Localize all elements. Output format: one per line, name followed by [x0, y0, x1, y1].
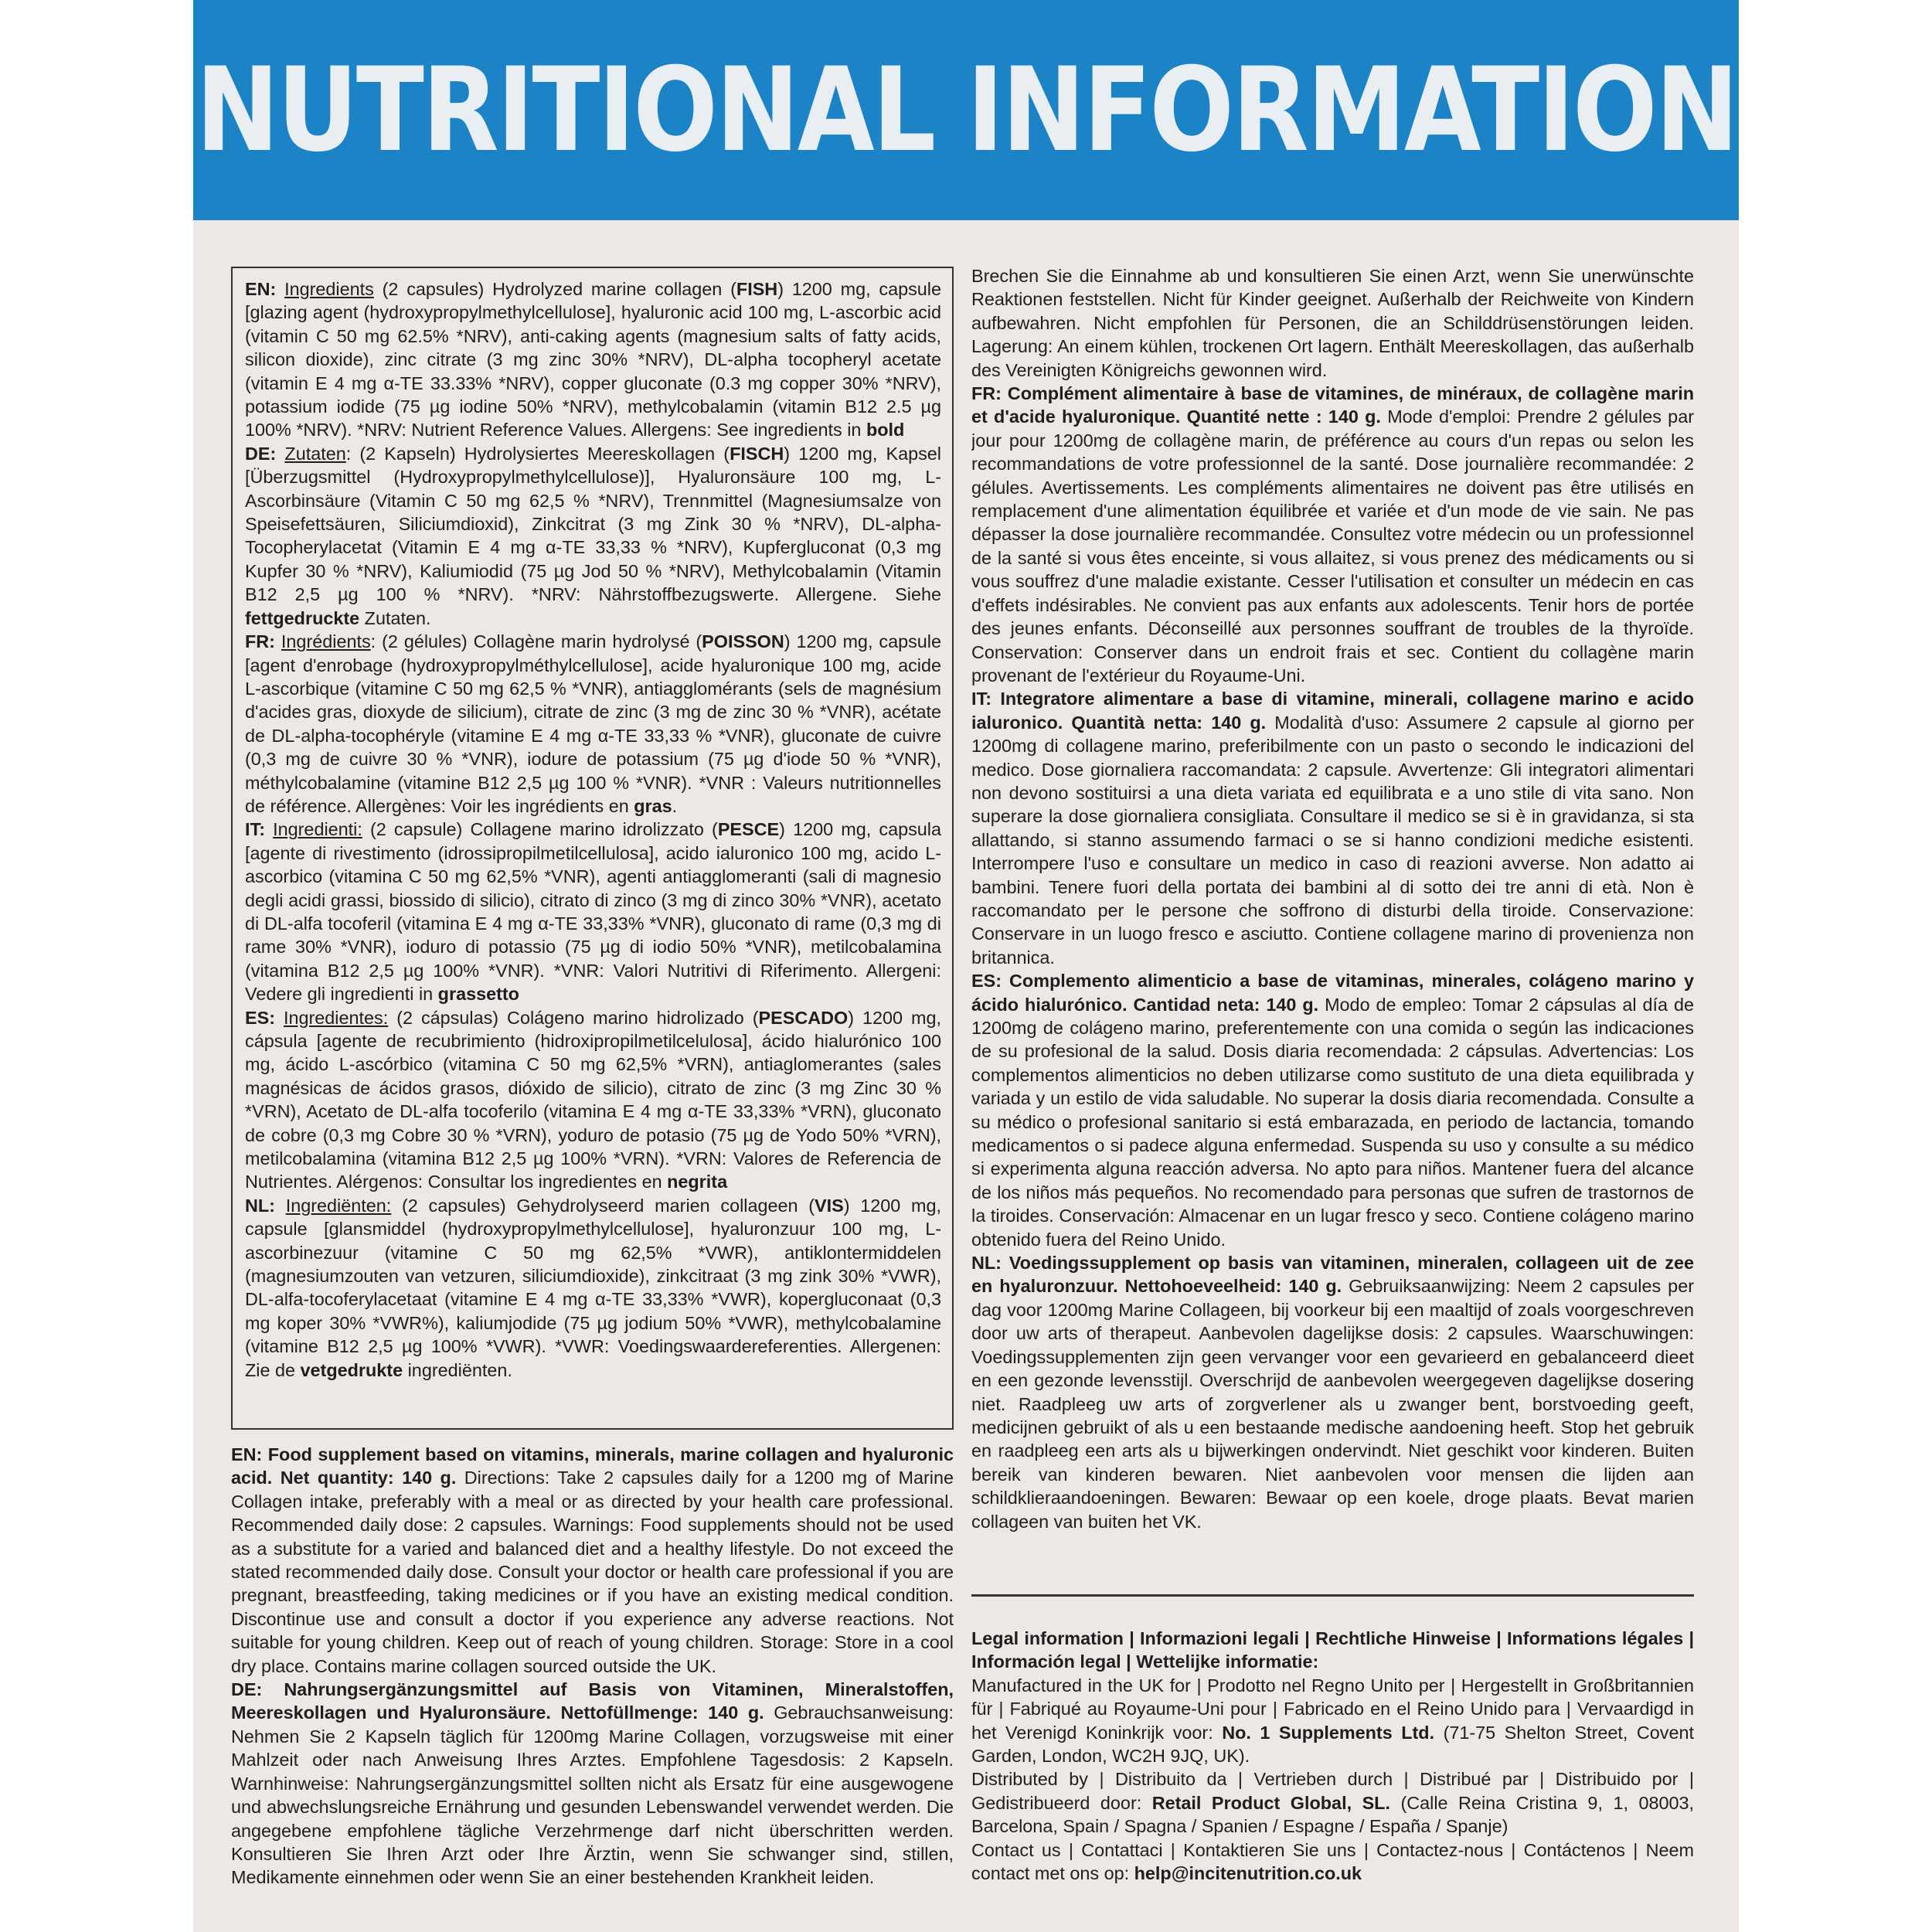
lang-code: FR: [245, 631, 275, 652]
supplement-it [971, 687, 1694, 969]
supplement-en [231, 1443, 954, 1678]
ingredients-text: : (2 gélules) Collagène marin hydrolysé ( [370, 631, 702, 652]
bold-word: grassetto [437, 984, 519, 1005]
ingredients-de [245, 442, 941, 630]
supplement-text: Modalità d'uso: Assumere 2 capsule al giorno per 1200mg di collagene marino, preferibilmente con un pasto o secondo le indicazioni del medico. Dose giornaliera raccomandata: 2 capsule. Avvertenze: Gli integratori alimentari non devono sostituirsi a una dieta variata ed equilibrata e a uno stile di vita sano. Non superare la dose giornaliera consigliata. Consultare il medico se si è in gravidanza, si sta allattando, si stanno assumendo farmaci o se si hanno condizioni mediche esistenti. Interrompere l'uso e consultare un medico in caso di reazioni avverse. Non adatto ai bambini. Tenere fuori della portata dei bambini al di sotto dei tre anni di età. Non è raccomandato per le persone che soffrono di disturbi della tiroide. Conservazione: Conservare in un luogo fresco e asciutto. Contiene collagene marino di provenienza non britannica. [971, 712, 1694, 968]
ingredients-en [245, 277, 941, 442]
supplement-es [971, 969, 1694, 1251]
contact-label: Contact us | Contattaci | Kontaktieren Sie uns | Contactez-nous | Contáctenos | Neem contact met ons op: [971, 1839, 1694, 1884]
supplement-de-continued: Brechen Sie die Einnahme ab und konsultieren Sie einen Arzt, wenn Sie unerwünschte Reaktionen feststellen. Nicht für Kinder geeignet. Außerhalb der Reichweite von Kindern aufbewahren. Nicht empfohlen für Personen, die an Schilddrüsenstörungen leiden. Lagerung: An einem kühlen, trockenen Ort lagern. Enthält Meereskollagen, das außerhalb des Vereinigten Königreichs gewonnen wird. [971, 266, 1694, 380]
legal-information [971, 1627, 1694, 1932]
lang-code: IT: [245, 819, 265, 840]
distributed-label: Distributed by | Distribuito da | Vertrieben durch | Distribué par | Distribuido por | Gedistribueerd door: [971, 1769, 1694, 1813]
ingredients-text: (2 capsules) Hydrolyzed marine collagen ( [373, 279, 736, 299]
ingredients-text: (2 capsule) Collagene marino idrolizzato ( [362, 819, 718, 840]
lang-code: NL: [245, 1195, 275, 1216]
bold-word: fettgedruckte [245, 607, 360, 628]
ingredients-text: : (2 Kapseln) Hydrolysiertes Meereskollagen ( [345, 443, 730, 464]
ingredients-it [245, 818, 941, 1005]
lang-code: EN: [245, 279, 277, 299]
bold-word: negrita [667, 1172, 728, 1192]
ingredients-text: ) 1200 mg, capsule [agent d'enrobage (hydroxypropylméthylcellulose], acide hyaluronique 100 mg, acide L-ascorbique (vitamine C 50 mg 62,5 % *VNR), antiagglomérants (sels de magnésium d'acides gras, dioxyde de silicium), citrate de zinc (3 mg de zinc 30 % *VNR), acétate de DL-alpha-tocophéryle (vitamine E 4 mg α-TE 33,33 % *VNR), gluconate de cuivre (0,3 mg de cuivre 30 % *VNR), iodure de potassium (75 µg d'iode 50 % *VNR), méthylcobalamine (vitamine B12 2,5 µg 100 % *VNR). *VNR : Valeurs nutritionnelles de référence. Allergènes: Voir les ingrédients en [245, 631, 941, 816]
supplement-info-left [231, 1443, 954, 1932]
ingredients-text: ) 1200 mg, Kapsel [Überzugsmittel (Hydroxypropylmethylcellulose)], Hyaluronsäure 100 mg, L-Ascorbinsäure (Vitamin C 50 mg 62,5 % *NRV), Trennmittel (Magnesiumsalze von Speisefettsäuren, Siliciumdioxid), Zinkcitrat (3 mg Zink 30 % *NRV), DL-alpha-Tocopherylacetat (Vitamin E 4 mg α-TE 33,33 % *NRV), Kupfergluconat (0,3 mg Kupfer 30 % *NRV), Kaliumiodid (75 µg Jod 50 % *NRV), Methylcobalamin (Vitamin B12 2,5 µg 100 % *NRV). *NRV: Nährstoffbezugswerte. Allergene. Siehe [245, 443, 941, 605]
ingredients-text: ingrediënten. [403, 1359, 512, 1380]
ingredients-text: ) 1200 mg, cápsula [agente de recubrimiento (hidroxipropilmetilcelulosa], ácido hialurónico 100 mg, ácido L-ascórbico (vitamina C 50 mg 62,5% *VRN), antiaglomerantes (sales magnésicas de ácidos grasos, dióxido de silicio), citrato de zinc (3 mg Zinc 30 % *VRN), Acetato de DL-alfa tocoferilo (vitamina E 4 mg α-TE 33,33% *VRN), gluconato de cobre (0,3 mg Cobre 30 % *VRN), yoduro de potasio (75 µg de Yodo 50% *VRN), metilcobalamina (vitamina B12 2,5 µg 100% *VRN). *VRN: Valores de Referencia de Nutrientes. Alérgenos: Consultar los ingredientes en [245, 1007, 941, 1192]
legal-heading-text: Legal information | Informazioni legali | Rechtliche Hinweise | Informations légales | Información legal | Wettelijke informatie: [971, 1628, 1694, 1672]
legal-distributor [971, 1767, 1694, 1838]
ingredients-text: . [672, 795, 678, 816]
allergen: FISCH [730, 443, 784, 464]
bold-word: vetgedrukte [300, 1359, 403, 1380]
manufacturer-address: (71-75 Shelton Street, Covent Garden, London, WC2H 9JQ, UK). [971, 1722, 1694, 1767]
ingredients-nl [245, 1194, 941, 1382]
divider [971, 1594, 1694, 1597]
manufactured-label: Manufactured in the UK for | Prodotto nel Regno Unito per | Hergestellt in Großbritannien für | Fabriqué au Royaume-Uni pour | Fabricado en el Reino Unido para | Vervaardigd in het Verenigd Koninkrijk voor: [971, 1675, 1694, 1743]
label-sheet [193, 0, 1739, 1932]
supplement-de [231, 1678, 954, 1889]
ingredients-text: (2 capsules) Gehydrolyseerd marien collageen ( [391, 1195, 815, 1216]
ingredients-heading: Ingrediënten: [285, 1195, 392, 1216]
ingredients-text: ) 1200 mg, capsule [glansmiddel (hydroxypropylmethylcellulose], hyaluronzuur 100 mg, L-ascorbinezuur (vitamine C 50 mg 62,5% *VWR), antiklontermiddelen (magnesiumzouten van vetzuren, siliciumdioxide), zinkcitraat (3 mg zink 30% *VWR), DL-alfa-tocoferylacetaat (vitamine E 4 mg α-TE 33,33% *VWR), kopergluconaat (0,3 mg koper 30% *VWR%), kaliumjodide (75 µg jodium 50% *VWR), methylcobalamine (vitamine B12 2,5 µg 100% *VWR). *VWR: Voedingswaardereferenties. Allergenen: Zie de [245, 1195, 941, 1380]
ingredients-text: Zutaten. [359, 607, 431, 628]
supplement-nl [971, 1251, 1694, 1533]
allergen: POISSON [702, 631, 784, 652]
contact-email[interactable]: help@incitenutrition.co.uk [1134, 1863, 1362, 1884]
allergen: PESCE [717, 819, 780, 840]
supplement-info-right [971, 264, 1694, 1578]
lang-code: ES: [245, 1007, 275, 1028]
supplement-heading: FR: Complément alimentaire à base de vitamines, de minéraux, de collagène marin et d'acide hyaluronique. Quantité nette : 140 g. [971, 383, 1694, 427]
supplement-text: Gebrauchsanweisung: Nehmen Sie 2 Kapseln täglich für 1200mg Marine Collagen, vorzugsweise mit einer Mahlzeit oder nach Anweisung Ihres Arztes. Empfohlene Tagesdosis: 2 Kapseln. Warnhinweise: Nahrungsergänzungsmittel sollten nicht als Ersatz für eine ausgewogene und abwechslungsreiche Ernährung und gesunden Lebenswandel verwendet werden. Die angegebene empfohlene tägliche Verzehrmenge darf nicht überschritten werden. Konsultieren Sie Ihren Arzt oder Ihre Ärztin, wenn Sie schwanger sind, stillen, Medikamente einnehmen oder wenn Sie an einer bestehenden Krankheit leiden. [231, 1702, 954, 1888]
ingredients-text: ) 1200 mg, capsule [glazing agent (hydroxypropylmethylcellulose], hyaluronic acid 100 mg, L-ascorbic acid (vitamin C 50 mg 62.5% *NRV), anti-caking agents (magnesium salts of fatty acids, silicon dioxide), zinc citrate (3 mg zinc 30% *NRV), DL-alpha tocopheryl acetate (vitamin E 4 mg α-TE 33.33% *NRV), copper gluconate (0.3 mg copper 30% *NRV), potassium iodide (75 µg iodine 50% *NRV), methylcobalamin (vitamin B12 2.5 µg 100% *NRV). *NRV: Nutrient Reference Values. Allergens: See ingredients in [245, 279, 941, 440]
ingredients-text: (2 cápsulas) Colágeno marino hidrolizado ( [388, 1007, 759, 1028]
supplement-heading: ES: Complemento alimenticio a base de vitaminas, minerales, colágeno marino y ácido hialurónico. Cantidad neta: 140 g. [971, 971, 1694, 1015]
ingredients-heading: Ingredientes: [283, 1007, 389, 1028]
allergen: FISH [736, 279, 778, 299]
supplement-fr [971, 382, 1694, 687]
supplement-heading: NL: Voedingssupplement op basis van vitaminen, mineralen, collageen uit de zee en hyaluronzuur. Nettohoeveelheid: 140 g. [971, 1253, 1694, 1297]
lang-code: DE: [245, 443, 277, 464]
supplement-text: Mode d'emploi: Prendre 2 gélules par jour pour 1200mg de collagène marin, de préférence au cours d'un repas ou selon les recommandations de votre professionnel de la santé. Dose journalière recommandée: 2 gélules. Avertissements. Les compléments alimentaires ne doivent pas être utilisés en remplacement d'une alimentation équilibrée et variée et d'un mode de vie sain. Ne pas dépasser la dose journalière recommandée. Consultez votre médecin ou un professionnel de la santé si vous êtes enceinte, si vous allaitez, si vous prenez des médicaments ou si vous souffrez d'une maladie existante. Cesser l'utilisation et consulter un médecin en cas d'effets indésirables. Ne convient pas aux enfants aux adolescents. Tenir hors de portée des jeunes enfants. Déconseillé aux personnes souffrant de troubles de la thyroïde. Conservation: Conserver dans un endroit frais et sec. Contient du collagène marin provenant de l'extérieur du Royaume-Uni. [971, 406, 1694, 685]
distributor-address: (Calle Reina Cristina 9, 1, 08003, Barcelona, Spain / Spagna / Spanien / Espagne / España / Spanje) [971, 1792, 1694, 1837]
title-banner [193, 0, 1739, 220]
supplement-heading: EN: Food supplement based on vitamins, minerals, marine collagen and hyaluronic acid. Net quantity: 140 g. [231, 1444, 954, 1488]
supplement-text: Gebruiksaanwijzing: Neem 2 capsules per dag voor 1200mg Marine Collageen, bij voorkeur bij een maaltijd of zoals voorgeschreven door uw arts of therapeut. Aanbevolen dagelijkse dosis: 2 capsules. Waarschuwingen: Voedingssupplementen zijn geen vervanger voor een gevarieerd en gebalanceerd dieet en een gezonde levensstijl. Overschrijd de aanbevolen weergegeven dagelijkse dosering niet. Raadpleeg uw arts of zorgverlener als u zwanger bent, borstvoeding geeft, medicijnen gebruikt of als u een bestaande medische aandoening heeft. Stop het gebruik en raadpleeg een arts als u bijwerkingen ondervindt. Niet geschikt voor kinderen. Buiten bereik van kinderen bewaren. Niet aanbevolen voor mensen die lijden aan schildklieraandoeningen. Bewaren: Bewaar op een koele, droge plaats. Bevat marien collageen van buiten het VK. [971, 1276, 1694, 1532]
legal-manufacturer [971, 1674, 1694, 1768]
bold-word: gras [634, 795, 672, 816]
supplement-heading: DE: Nahrungsergänzungsmittel auf Basis von Vitaminen, Mineralstoffen, Meereskollagen und Hyaluronsäure. Nettofüllmenge: 140 g. [231, 1679, 954, 1723]
ingredients-heading: Ingredienti: [273, 819, 362, 840]
allergen: VIS [815, 1195, 844, 1216]
page-title: NUTRITIONAL INFORMATION [195, 43, 1737, 178]
supplement-heading: IT: Integratore alimentare a base di vitamine, minerali, collagene marino e acido ialuronico. Quantità netta: 140 g. [971, 689, 1694, 733]
ingredients-heading: Ingrédients [281, 631, 371, 652]
distributor-name: Retail Product Global, SL. [1151, 1792, 1390, 1813]
supplement-text: Directions: Take 2 capsules daily for a 1200 mg of Marine Collagen intake, preferably with a meal or as directed by your health care professional. Recommended daily dose: 2 capsules. Warnings: Food supplements should not be used as a substitute for a varied and balanced diet and a healthy lifestyle. Do not exceed the stated recommended daily dose. Consult your doctor or health care professional if you are pregnant, breastfeeding, taking medicines or if you have an existing medical condition. Discontinue use and consult a doctor if you experience any adverse reactions. Not suitable for young children. Keep out of reach of young children. Storage: Store in a cool dry place. Contains marine collagen sourced outside the UK. [231, 1468, 954, 1676]
ingredients-heading: Ingredients [284, 279, 374, 299]
ingredients-heading: Zutaten [284, 443, 346, 464]
ingredients-text: ) 1200 mg, capsula [agente di rivestimento (idrossipropilmetilcellulosa], acido ialuronico 100 mg, acido L-ascorbico (vitamina C 50 mg 62,5% *VNR), agenti antiagglomeranti (sali di magnesio degli acidi grassi, biossido di silicio), citrato di zinco (3 mg di zinco 30% *VNR), acetato di DL-alfa tocoferil (vitamina E 4 mg α-TE 33,33% *VNR), gluconato di rame (0,3 mg di rame 30% *VNR), ioduro di potassio (75 µg di iodio 50% *VNR), metilcobalamina (vitamina B12 2,5 µg 100% *VNR). *VNR: Valori Nutritivi di Riferimento. Allergeni: Vedere gli ingredienti in [245, 819, 941, 1005]
ingredients-box [231, 267, 954, 1430]
allergen: PESCADO [758, 1007, 849, 1028]
legal-heading [971, 1627, 1694, 1674]
ingredients-es [245, 1006, 941, 1194]
bold-word: bold [866, 420, 905, 440]
ingredients-fr [245, 630, 941, 818]
legal-contact [971, 1838, 1694, 1886]
manufacturer-name: No. 1 Supplements Ltd. [1222, 1722, 1435, 1743]
supplement-text: Modo de empleo: Tomar 2 cápsulas al día de 1200mg de colágeno marino, preferentemente con una comida o según las indicaciones de su profesional de la salud. Dosis diaria recomendada: 2 cápsulas. Advertencias: Los complementos alimenticios no deben utilizarse como sustituto de una dieta equilibrada y variada y un estilo de vida saludable. No superar la dosis diaria recomendada. Consulte a su médico o profesional sanitario si está embarazada, en periodo de lactancia, tomando medicamentos o si padece alguna enfermedad. Suspenda su uso y consulte a su médico si experimenta alguna reacción adversa. No apto para niños. Mantener fuera del alcance de los niños más pequeños. No recomendado para personas que sufren de trastornos de la tiroides. Conservación: Almacenar en un lugar fresco y seco. Contiene colágeno marino obtenido fuera del Reino Unido. [971, 994, 1694, 1250]
